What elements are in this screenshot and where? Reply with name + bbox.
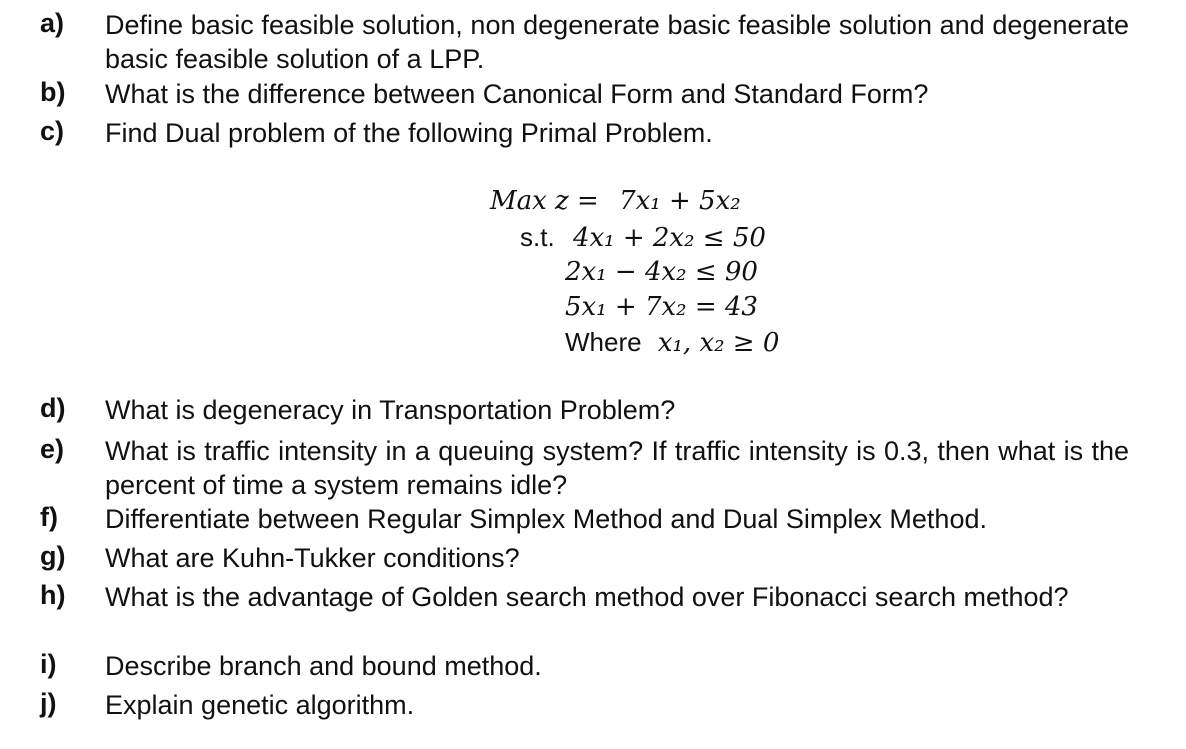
question-text: What is the advantage of Golden search method over Fibonacci search method? [105,582,1069,612]
subject-to-label: s.t. [520,222,555,252]
question-label: a) [40,8,65,38]
question-text: What is traffic intensity in a queuing system? If traffic intensity is 0.3, then what is the percent of time a system remains idle? [105,436,1129,500]
objective-expression: 7x₁ + 5x₂ [619,186,741,216]
question-label: d) [40,393,66,423]
objective-keyword: Max z = [490,186,599,216]
question-label: e) [40,434,65,464]
constraint-1 [520,222,766,253]
question-text: Describe branch and bound method. [105,651,542,681]
question-label: f) [40,502,58,532]
constraint-expression: 4x₁ + 2x₂ ≤ 50 [572,223,766,253]
nonnegativity-expression: x₁, x₂ ≥ 0 [657,328,780,358]
question-label: g) [40,541,66,571]
question-text: What are Kuhn-Tukker conditions? [105,543,520,573]
question-label: h) [40,580,66,610]
question-label: i) [40,649,57,679]
objective-function [490,186,741,216]
question-text: Differentiate between Regular Simplex Method and Dual Simplex Method. [105,504,987,534]
question-text: What is degeneracy in Transportation Problem? [105,395,676,425]
nonnegativity [565,327,779,358]
question-label: j) [40,688,57,718]
question-text: Find Dual problem of the following Primal Problem. [105,118,713,148]
where-label: Where [565,327,642,357]
constraint-2 [565,257,758,287]
question-text: Define basic feasible solution, non degenerate basic feasible solution and degenerate basic feasible solution of a LPP. [105,10,1129,74]
question-text: What is the difference between Canonical Form and Standard Form? [105,79,929,109]
constraint-expression: 2x₁ − 4x₂ ≤ 90 [565,257,758,287]
question-text: Explain genetic algorithm. [105,690,415,720]
constraint-expression: 5x₁ + 7x₂ = 43 [565,292,758,322]
constraint-3 [565,292,758,322]
question-label: b) [40,77,66,107]
question-label: c) [40,116,65,146]
